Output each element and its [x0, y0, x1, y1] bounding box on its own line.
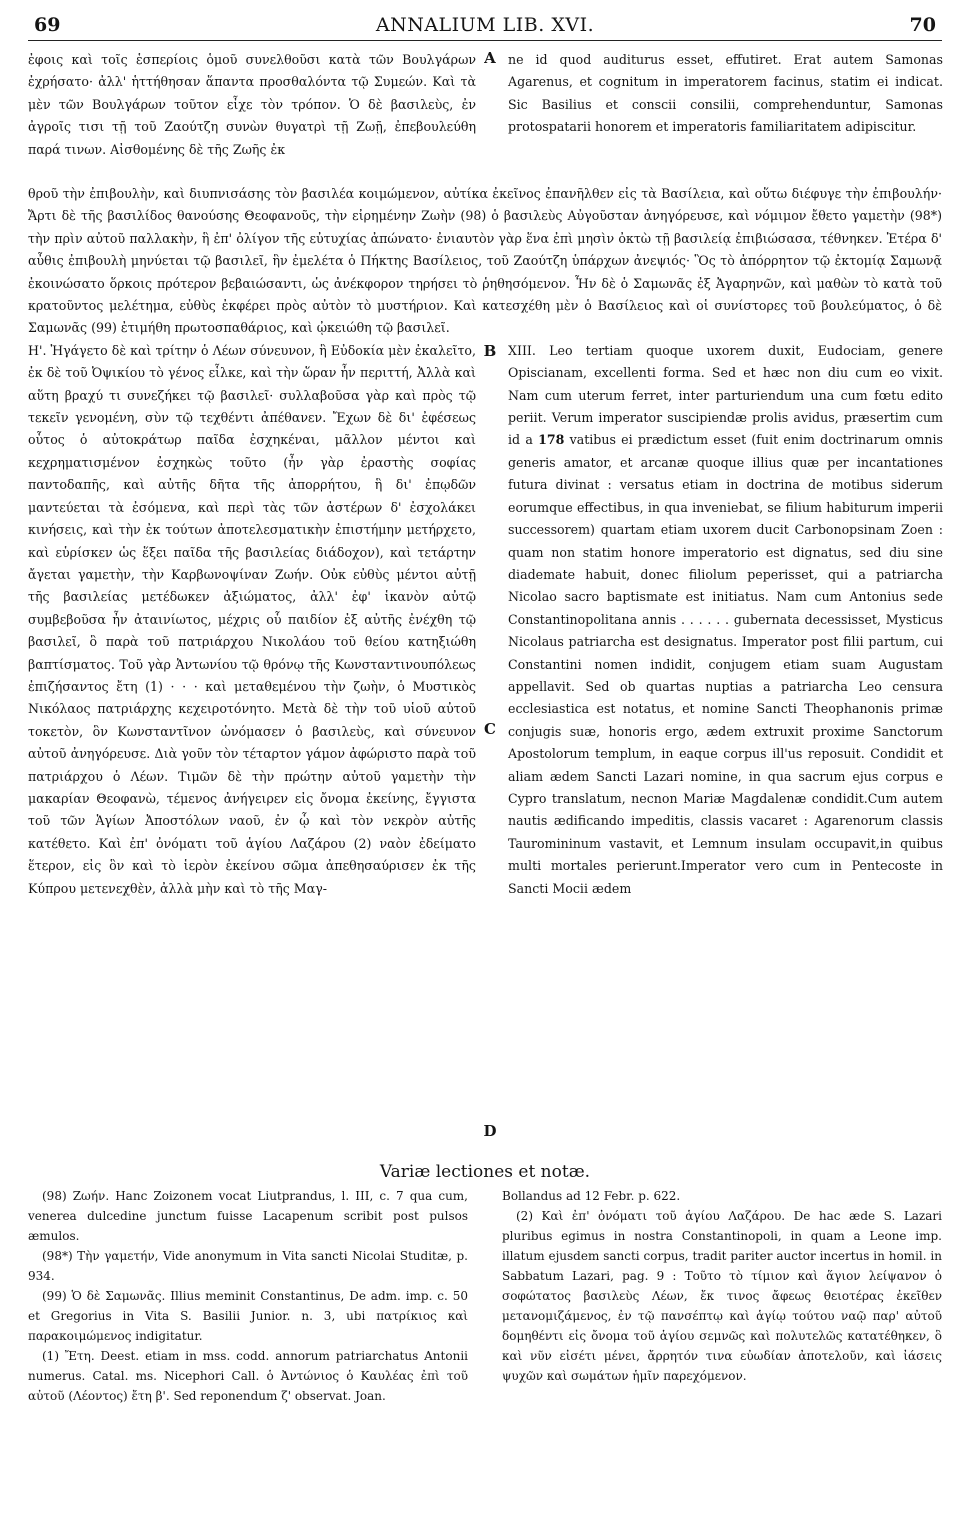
note-item: (98) Ζωήν. Hanc Zoizonem vocat Liutprandus, l. III, c. 7 qua cum, venerea dulcedine junctum fuisse Lacapenum scribit post pulsos æmulos.: [28, 1188, 468, 1243]
section-marker-d: D: [483, 1121, 497, 1140]
section-marker-c: C: [484, 719, 496, 738]
section-1: [28, 49, 942, 183]
section-2: [28, 340, 942, 1160]
note-item: Bollandus ad 12 Febr. p. 622.: [502, 1188, 681, 1203]
running-title: ANNALIUM LIB. XVI.: [375, 14, 595, 36]
greek-column-2: Η'. Ἠγάγετο δὲ καὶ τρίτην ὁ Λέων σύνευνον, ἣ Εὐδοκία μὲν ἐκαλεῖτο, ἐκ δὲ τοῦ Ὀψικίου τὸ γένος εἷλκε, καὶ τὴν ὥραν ἦν περιττή, Ἀλλὰ καὶ αὕτη βραχύ τι συνεζήκει τῷ βασιλεῖ· συλλαβοῦσα γὰρ καὶ πρὸς τῷ τεκεῖν γενομένη, σὺν τῷ τεχθέντι ἀπέθανεν. Ἔχων δὲ δι' ἐφέσεως οὗτος ὁ αὐτοκράτωρ παῖδα ἐσχηκέναι, μᾶλλον μέντοι καὶ κεχρηματισμένον ἐσχηκὼς τοῦτο (ἦν γὰρ ἐραστὴς σοφίας παντοδαπῆς, καὶ αὐτῆς δῆτα τῆς ἀπορρήτου, ἣ δι' ἐπῳδῶν μαντεύεται τὰ ἐσόμενα, καὶ περὶ τὰς τῶν ἀστέρων δ' ἐσχολάκει κινήσεις, καὶ τὴν ἐκ τούτων ἀποτελεσματικὴν ἐπιστήμην μετήρχετο, καὶ εὑρίσκεν ὡς ἕξει παῖδα τῆς βασιλείας διάδοχον), καὶ τετάρτην ἄγεται γαμετὴν, τὴν Καρβωνοψίναν Ζωήν. Οὐκ εὐθὺς μέντοι αὐτῇ τῆς βασιλείας μετέδωκεν ἀξιώματος, ἀλλ' ἐφ' ἱκανὸν αὐτῷ συμβεβοῦσα ἦν ἀταινίωτος, μέχρις οὗ παιδίον ἐξ αὐτῆς ἐνέχθη τῷ βασιλεῖ, ὃ παρὰ τοῦ πατριάρχου Νικολάου τοῦ θείου κατηξιώθη βαπτίσματος. Τοῦ γὰρ Ἀντωνίου τῷ θρόνῳ τῆς Κωνσταντινουπόλεως ἐπιζήσαντος ἔτη (1) · · · καὶ μεταθεμένου τὴν ζωὴν, ὁ Μυστικὸς Νικόλαος πατριάρχης κεχειροτόνητο. Μετὰ δὲ τὴν τοῦ υἱοῦ αὐτοῦ τοκετὸν, ὃν Κωνσταντῖνον ὠνόμασεν ὁ βασιλεὺς, καὶ σύνευνον αὐτοῦ ἀνηγόρευσε. Διὰ γοῦν τὸν τέταρτον γάμον ἀφώριστο παρὰ τοῦ πατριάρχου ὁ Λέων. Τιμῶν δὲ τὴν πρώτην αὐτοῦ γαμετὴν τὴν μακαρίαν Θεοφανὼ, τέμενος ἀνήγειρεν εἰς ὄνομα ἐκείνης, ἔγγιστα τοῦ τῶν Ἁγίων Ἀποστόλων ναοῦ, ἐν ᾧ καὶ τὸν νεκρὸν αὐτῆς κατέθετο. Καὶ ἐπ' ὀνόματι τοῦ ἁγίου Λαζάρου (2) ναὸν ἐδείματο ἕτερον, εἰς ὃν καὶ τὸ ἱερὸν ἐκείνου σῶμα ἀπεθησαύρισεν ἐκ τῆς Κύπρου μετενεχθὲν, ἀλλὰ μὴν καὶ τὸ τῆς Μαγ-: [28, 342, 476, 896]
note-item: (98*) Τὴν γαμετήν, Vide anonymum in Vita sancti Nicolai Studitæ, p. 934.: [28, 1248, 468, 1283]
full-width-greek: θροῦ τὴν ἐπιβουλὴν, καὶ διυπνισάσης τὸν βασιλέα κοιμώμενον, αὐτίκα ἐκεῖνος ἐπανῆλθεν εἰς τὰ Βασίλεια, καὶ οὕτω διέφυγε τὴν ἐπιβουλήν· Ἄρτι δὲ τῆς βασιλίδος θανούσης Θεοφανοῦς, τὴν εἰρημένην Ζωὴν (98) ὁ βασιλεὺς Αὐγοῦσταν ἀνηγόρευσε, καὶ νόμιμον ἔθετο γαμετὴν (98*) τὴν πρὶν αὐτοῦ παλλακὴν, ἣ ἐπ' ὀλίγον τῆς εὐτυχίας ἀπώνατο· ἐνιαυτὸν γὰρ ἕνα ἐπὶ μησὶν ὀκτὼ τῇ βασιλείᾳ ἐπιβιώσασα, τέθνηκεν. Ἑτέρα δ' αὖθις ἐπιβουλὴ μηνύεται τῷ βασιλεῖ, ἣν ἐμελέτα ὁ Πήκτης Βασίλειος, τοῦ Ζαούτζη ὑπάρχων ἀνεψιός· Ὃς τὸ ἀπόρρητον τῷ ἐκτομίᾳ Σαμωνᾷ ἐκοινώσατο ὅρκοις πρότερον βεβαιώσαντι, ὡς ἀνέκφορον τηρήσει τὸ ῥηθησόμενον. Ἦν δὲ ὁ Σαμωνᾶς ἐξ Ἀγαρηνῶν, καὶ μαθὼν τὸ κατὰ τοῦ κρατοῦντος μελέτημα, εὐθὺς ἐκφέρει πρὸς αὐτὸν τὸ μυστήριον. Καὶ κατεσχέθη μὲν ὁ Βασίλειος καὶ οἱ συνίστορες τοῦ βουλεύματος, ὁ δὲ Σαμωνᾶς (99) ἐτιμήθη πρωτοσπαθάριος, καὶ ᾠκειώθη τῷ βασιλεῖ.: [28, 186, 942, 336]
notes-column-right: [502, 1186, 942, 1386]
latin-column-1: ne id quod auditurus esset, effutiret. Erat autem Samonas Agarenus, et cognitum in imperatorem facinus, statim ei indicat. Sic Basilius et conscii consilii, comprehenduntur, Samonas protospatarii honorem et imperatoris familiaritatem adipiscitur.: [508, 52, 943, 135]
note-item: (99) Ὁ δὲ Σαμωνᾶς. Illius meminit Constantinus, De adm. imp. c. 50 et Gregorius in Vita S. Basilii Junior. n. 3, ubi πατρίκιος καὶ παρακοιμώμενος indigitatur.: [28, 1288, 468, 1343]
running-header: [28, 10, 942, 41]
notes-section: [28, 1186, 942, 1506]
section-marker-a: A: [484, 49, 496, 67]
greek-column-1: ἐφοις καὶ τοῖς ἑσπερίοις ὁμοῦ συνελθοῦσι κατὰ τῶν Βουλγάρων ἐχρήσατο· ἀλλ' ἡττήθησαν ἅπαντα προσθαλόντα τῷ Συμεών. Καὶ τὰ μὲν τῶν Βουλγάρων τοῦτον εἶχε τὸν τρόπον. Ὁ δὲ βασιλεὺς, ἐν ἀγροῖς τισι τῇ τοῦ Ζαούτζη συνὼν θυγατρὶ τῇ Ζωῇ, ἐπεβουλεύθη παρά τινων. Αἰσθομένης δὲ τῆς Ζωῆς ἐκ: [28, 52, 476, 157]
note-item: (1) Ἔτη. Deest. etiam in mss. codd. annorum patriarchatus Antonii numerus. Catal. ms. Nicephori Call. ὁ Ἀντώνιος ὁ Καυλέας ἐπὶ τοῦ αὐτοῦ (Λέοντος) ἔτη β'. Sed reponendum ζ' observat. Joan.: [28, 1348, 468, 1403]
note-item: (2) Καὶ ἐπ' ὀνόματι τοῦ ἁγίου Λαζάρου. De hac æde S. Lazari pluribus egimus in nostra Constantinopoli, in quam a Leone imp. illatum ejusdem sancti corpus, tradit pariter auctor incertus in homil. in Sabbatum Lazari, pag. 9 : Τοῦτο τὸ τίμιον καὶ ἅγιον λείψανον ὁ σοφώτατος βασιλεὺς Λέων, ἔκ τινος ἄφεως θειοτέρας ἐκεῖθεν μετανομιζάμενος, ἐν τῷ πανσέπτῳ καὶ ἁγίῳ τούτου ναῷ παρ' αὐτοῦ δομηθέντι εἰς ὄνομα τοῦ ἁγίου σεμνῶς καὶ πολυτελῶς κατατέθηκεν, ὃ καὶ νῦν εἰσέτι μένει, ἄρρητόν τινα εὐωδίαν ἀποτελοῦν, καὶ ἰάσεις ψυχῶν καὶ σωμάτων ἡμῖν παρεχόμενον.: [502, 1208, 942, 1383]
notes-column-left: [28, 1186, 468, 1406]
page-number-right: 70: [909, 14, 936, 36]
notes-heading: Variæ lectiones et notæ.: [379, 1161, 591, 1182]
bold-number: 178: [538, 432, 565, 448]
section-marker-b: B: [483, 341, 497, 360]
page-number-left: 69: [34, 14, 61, 36]
latin-column-2: XIII. Leo tertiam quoque uxorem duxit, Eudociam, genere Opiscianam, excellenti forma. Sed et hæc non diu cum eo vixit. Nam cum uterum ferret, inter parturiendum una cum fœtu edito periit. Verum imperator suscipiendæ prolis avidus, præsertim cum id a 178 vatibus ei prædictum esset (fuit enim doctrinarum omnis generis amator, et arcanæ quoque illius quæ per incantationes futura divinat : versatus etiam in doctrina de motibus siderum eorumque effectibus, in qua inveniebat, se filium habiturum imperii successorem) quartam etiam uxorem ducit Carbonopsinam Zoen : quam non statim honore imperatorio est dignatus, sed diu sine diademate habuit, donec filiolum peperisset, qui a patriarcha Nicolao sacro baptismate est initiatus. Nam cum Antonius sede Constantinopolitana annis . . . . . . gubernata decessisset, Mysticus Nicolaus patriarcha est designatus. Imperator post filii partum, cui Constantini nomen indidit, conjugem etiam suam Augustam appellavit. Sed ob quartas nuptias a patriarcha Leo censura ecclesiastica est notatus, et nomine Sancti Theophanonis primæ conjugis suæ, honoris ergo, ædem extruxit proxime Sanctorum Apostolorum templum, in eaque corpus ill'us reposuit. Condidit et aliam ædem Sancti Lazari nomine, in qua sacrum ejus corpus e Cypro translatum, necnon Mariæ Magdalenæ condidit.Cum autem nautis ædificando impeditis, classis vacaret : Agarenorum classis Tauromininum vastavit, et Lemnum insulam occupavit,in quibus multi mortales perierunt.Imperator vero cum in Pentecoste in Sancti Mocii ædem: [508, 342, 943, 896]
